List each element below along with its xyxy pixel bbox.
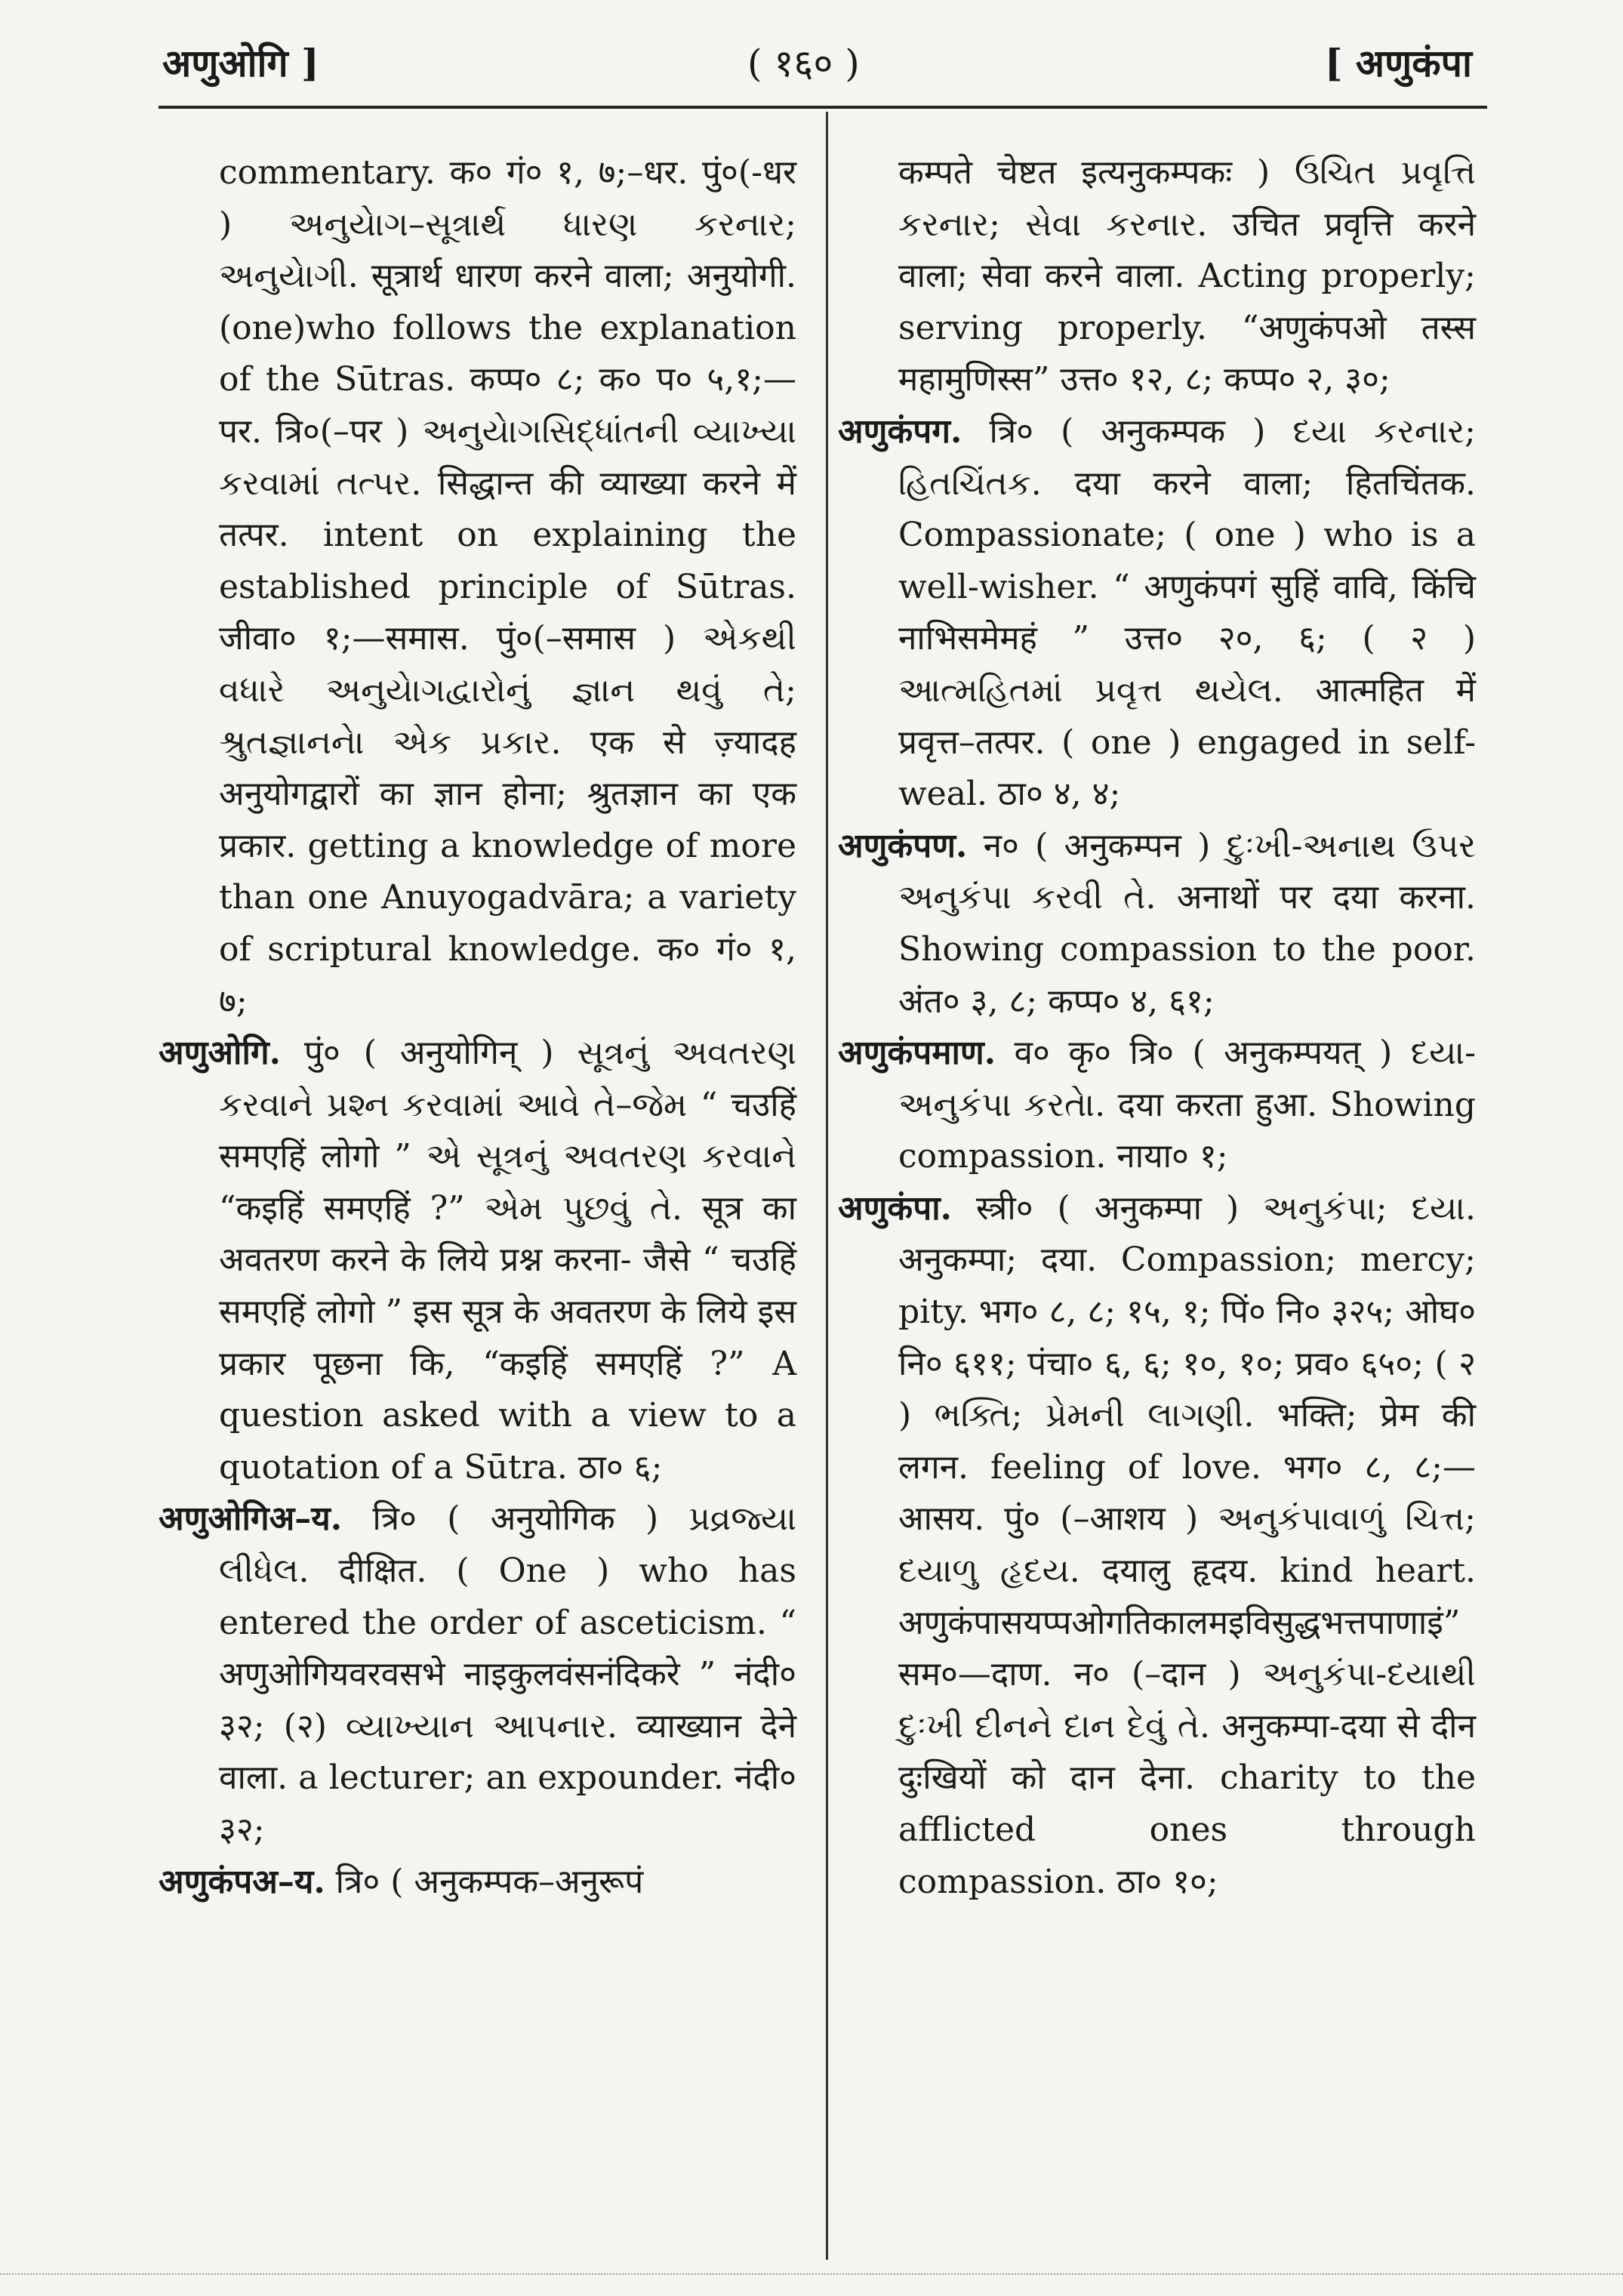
entry-text: स्त्री० ( अनुकम्पा ) અનુકંપા; દયા. अनुकम्पा; दया. Compassion; mercy; pity. भग० ८, ८; १५, १; पिं० नि० ३२५; ओघ० नि० ६११; पंचा० ६, ६; १०, १०; प्रव० ६५०; ( २ ) ભક્તિ; પ્રેમની લાગણી. भक्ति; प्रेम की लगन. feeling of love. भग० ८, ८;—आसय. पुं० (–आशय ) અનુકંપાવાળું ચિત્ત; દયાળુ હૃદય. दयालु हृदय. kind heart. अणुकंपासयप्पओगतिकालमइविसुद्धभत्तपाणाइं” सम०—दाण. न० (–दान ) અનુકંપા-દયાથી દુઃખી દીનને દાન દેવું તે. अनुकम्पा-दया से दीन दुःखियों को दान देना. charity to the afflicted ones through compassion. ठा० १०; xyxy=(898,1188,1476,1901)
header-right-headword: [ अणुकंपा xyxy=(1324,41,1472,85)
entry-headword: अणुकंपण. xyxy=(838,826,968,865)
entry-text: त्रि० ( अनुकम्पक–अनुरूपं xyxy=(325,1862,644,1901)
entry-text: व० कृ० त्रि० ( अनुकम्पयत् ) દયા-અનુકંપા કરતેા. दया करता हुआ. Showing compassion. नाया० १; xyxy=(898,1034,1476,1176)
entry-headword: अणुकंपअ–य. xyxy=(159,1862,325,1901)
entry-text: त्रि० ( अनुकम्पक ) દયા કરનાર; હિતચિંતક. दया करने वाला; हितचिंतक. Compassionate; ( one ) who is a well-wisher. “ अणुकंपगं सुहिं वावि, किंचि नाभिसमेमहं ” उत्त० २०, ६; ( २ ) આત્મહિતમાં પ્રવૃત્ત થયેલ. आत्महित में प्रवृत्त–तत्पर. ( one ) engaged in self-weal. ठा० ४, ४; xyxy=(898,411,1476,814)
column-divider xyxy=(826,112,828,2260)
left-column xyxy=(159,147,796,1908)
page-header xyxy=(0,21,1623,97)
entry-text: त्रि० ( अनुयोगिक ) પ્રવ્રજ્યા લીધેલ. दीक्षित. ( One ) who has entered the order of asceticism. “ अणुओगियवरवसभे नाइकुलवंसनंदिकरे ” नंदी० ३२; (२) વ્યાખ્યાન આપનાર. व्याख्यान देने वाला. a lecturer; an expounder. नंदी० ३२; xyxy=(219,1499,796,1849)
page-number: ( १६० ) xyxy=(747,42,860,85)
dictionary-entry xyxy=(838,1028,1476,1183)
dictionary-entry xyxy=(159,147,796,1028)
entry-headword: अणुकंपग. xyxy=(838,411,962,451)
dictionary-entry xyxy=(159,1028,796,1493)
dictionary-entry xyxy=(838,147,1476,406)
page-bottom-edge xyxy=(0,2273,1623,2275)
entry-text: पुं० ( अनुयोगिन् ) સૂત્રનું અવતરણ કરવાને પ્રશ્ન કરવામાં આવે તે–જેમ “ चउहिं समएहिं लोगो ” એ સૂત્રનું અવતરણ કરવાને “कइहिं समएहिं ?” એમ પુછવું તે. सूत्र का अवतरण करने के लिये प्रश्न करना- जैसे “ चउहिं समएहिं लोगो ” इस सूत्र के अवतरण के लिये इस प्रकार पूछना कि, “कइहिं समएहिं ?” A question asked with a view to a quotation of a Sūtra. ठा० ६; xyxy=(219,1034,796,1487)
right-column xyxy=(838,147,1476,1908)
entry-headword: अणुकंपमाण. xyxy=(838,1034,996,1073)
entry-headword: अणुओगि. xyxy=(159,1034,281,1073)
dictionary-entry xyxy=(159,1493,796,1856)
entry-text: कम्पते चेष्टत इत्यनुकम्पकः ) ઉચિત પ્રવૃત્તિ કરનાર; સેવા કરનાર. उचित प्रवृत्ति करने वाला; सेवा करने वाला. Acting properly; serving properly. “अणुकंपओ तस्स महामुणिस्स” उत्त० १२, ८; कप्प० २, ३०; xyxy=(898,153,1476,399)
entry-headword: अणुकंपा. xyxy=(838,1188,952,1228)
entry-text: commentary. क० गं० १, ७;–धर. पुं०(-धर ) અનુયેાગ–સૂત્રાર્થ ધારણ કરનાર; અનુયેાગી. सूत्रार्थ धारण करने वाला; अनुयोगी.(one)who follows the explanation of the Sūtras. कप्प० ८; क० प० ५,१;—पर. त्रि०(–पर ) અનુયેાગસિદ્ધાંતની વ્યાખ્યા કરવામાં તત્પર. सिद्धान्त की व्याख्या करने में तत्पर. intent on explaining the established principle of Sūtras. जीवा० १;—समास. पुं०(–समास ) એકથી વધારે અનુયેાગદ્વારોનું જ્ઞાન થવું તે; શ્રુતજ્ઞાનનેા એક પ્રકાર. एक से ज़्यादह अनुयोगद्वारों का ज्ञान होना; श्रुतज्ञान का एक प्रकार. getting a knowledge of more than one Anuyogadvāra; a variety of scriptural knowledge. क० गं० १, ७; xyxy=(219,153,796,1021)
dictionary-entry xyxy=(838,406,1476,821)
header-rule xyxy=(159,106,1487,109)
header-left-headword: अणुओगि ] xyxy=(162,41,319,85)
entry-headword: अणुओगिअ–य. xyxy=(159,1499,343,1539)
dictionary-entry xyxy=(838,821,1476,1028)
entry-text: न० ( अनुकम्पन ) દુઃખી-અનાથ ઉપર અનુકંપા કરવી તે. अनाथों पर दया करना. Showing compassion to the poor. अंत० ३, ८; कप्प० ४, ६१; xyxy=(898,826,1476,1021)
dictionary-entry xyxy=(838,1183,1476,1908)
dictionary-entry xyxy=(159,1857,796,1909)
